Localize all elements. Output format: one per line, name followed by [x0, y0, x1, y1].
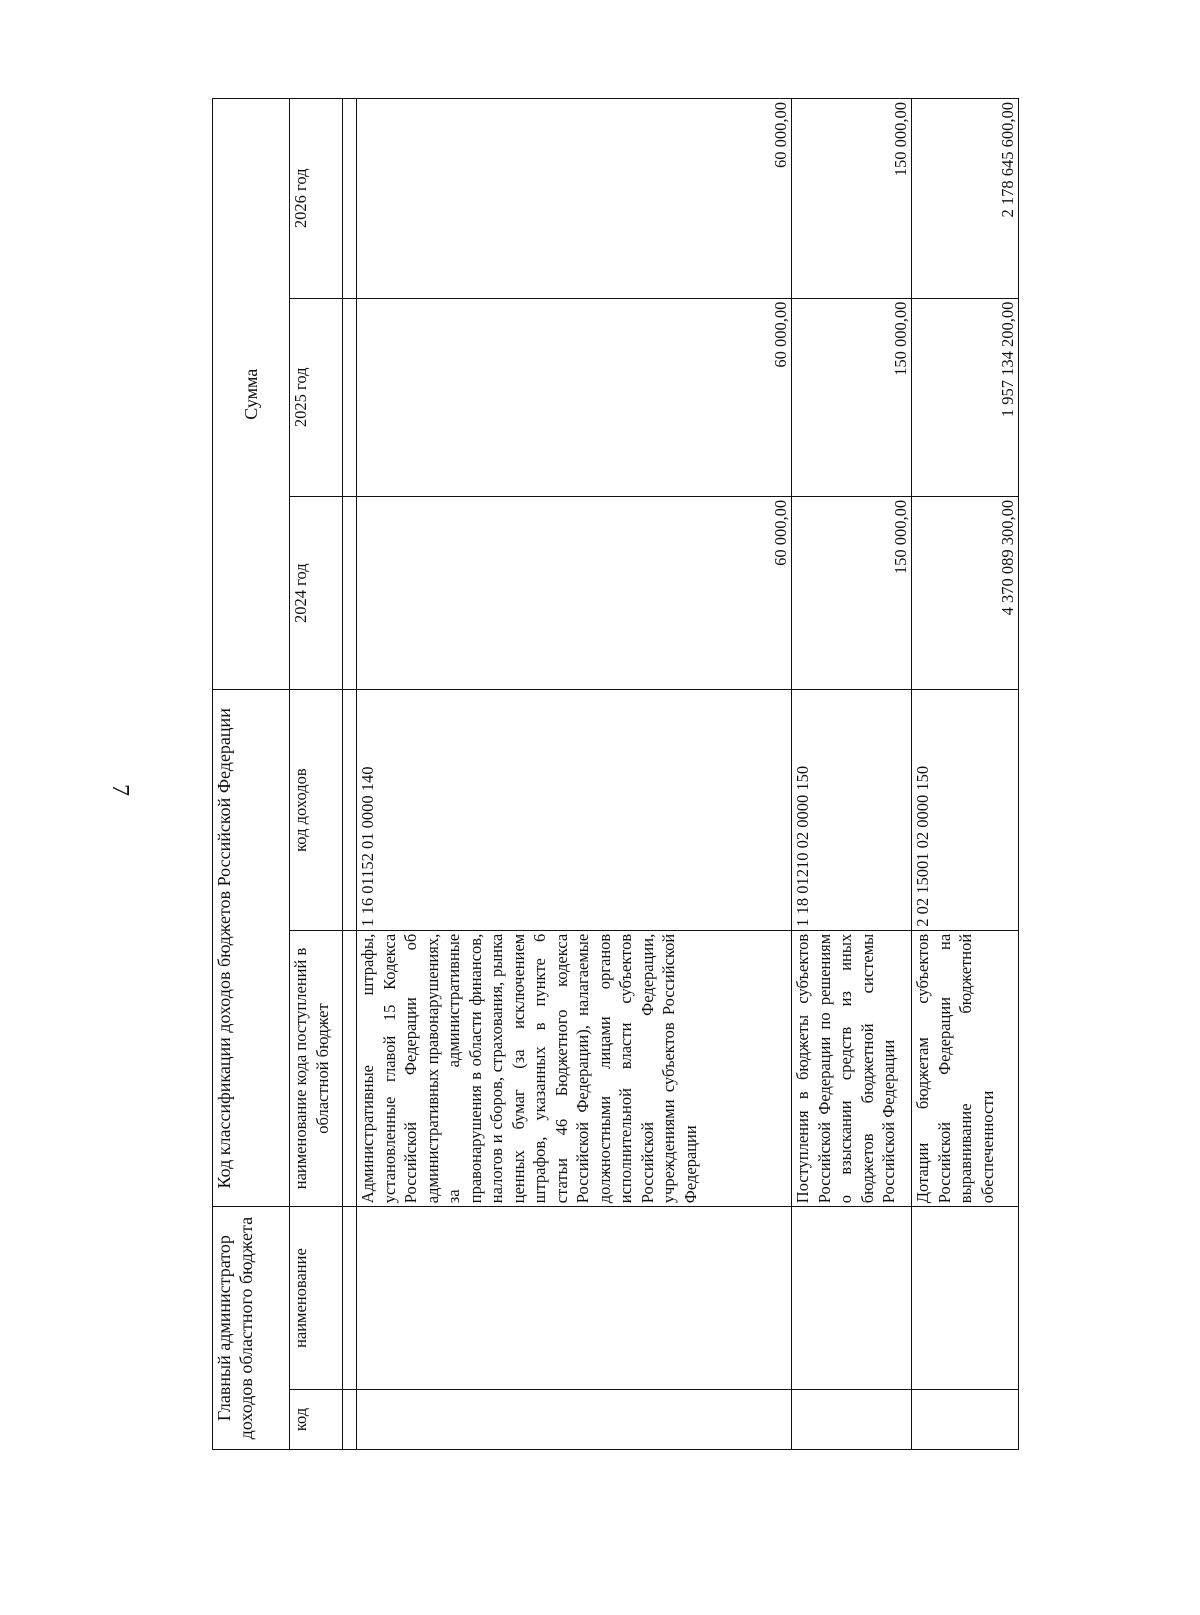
row-code [912, 1389, 1019, 1449]
row-admin-name [357, 1207, 792, 1390]
table-row [792, 99, 912, 1450]
row-2024: 60 000,00 [357, 496, 792, 690]
row-admin-name [792, 1207, 912, 1390]
rotated-table-frame [212, 98, 1018, 1450]
header-2024: 2024 год [290, 496, 343, 690]
blank-cell [343, 930, 357, 1206]
row-income-name: Дотации бюджетам субъектов Российской Федерации на выравнивание бюджетной обеспеченности [912, 930, 1019, 1206]
row-income-code: 1 16 01152 01 0000 140 [357, 690, 792, 930]
row-2026: 150 000,00 [792, 99, 912, 299]
row-2025: 60 000,00 [357, 298, 792, 496]
row-code [792, 1389, 912, 1449]
row-income-code: 2 02 15001 02 0000 150 [912, 690, 1019, 930]
row-2025: 150 000,00 [792, 298, 912, 496]
header-admin-group: Главный администратор доходов областного бюджета [213, 1207, 290, 1450]
header-income-code: код доходов [290, 690, 343, 930]
row-2024: 150 000,00 [792, 496, 912, 690]
header-2025: 2025 год [290, 298, 343, 496]
row-2026: 60 000,00 [357, 99, 792, 299]
header-2026: 2026 год [290, 99, 343, 299]
blank-cell [343, 298, 357, 496]
revenue-table [212, 98, 1019, 1450]
row-2026: 2 178 645 600,00 [912, 99, 1019, 299]
blank-cell [343, 1389, 357, 1449]
header-name: наименование [290, 1207, 343, 1390]
row-2024: 4 370 089 300,00 [912, 496, 1019, 690]
table-row [343, 99, 357, 1450]
header-code: код [290, 1389, 343, 1449]
row-admin-name [912, 1207, 1019, 1390]
row-2025: 1 957 134 200,00 [912, 298, 1019, 496]
header-row-1 [213, 99, 290, 1450]
blank-cell [343, 99, 357, 299]
header-classification-group: Код классификации доходов бюджетов Российской Федерации [213, 690, 290, 1207]
header-sum-group: Сумма [213, 99, 290, 690]
row-income-name: Поступления в бюджеты субъектов Российской Федерации по решениям о взыскании средств из иных бюджетов бюджетной системы Российской Федерации [792, 930, 912, 1206]
table-row [912, 99, 1019, 1450]
blank-cell [343, 690, 357, 930]
row-income-name: Административные штрафы, установленные главой 15 Кодекса Российской Федерации об административных правонарушениях, за административные правонарушения в области финансов, налогов и сборов, страхования, рынка ценных бумаг (за исключением штрафов, указанных в пункте 6 статьи 46 Бюджетного кодекса Российской Федерации), налагаемые должностными лицами органов исполнительной власти субъектов Российской Федерации, учреждениями субъектов Российской Федерации [357, 930, 792, 1206]
header-row-2 [290, 99, 343, 1450]
table-row [357, 99, 792, 1450]
blank-cell [343, 1207, 357, 1390]
row-income-code: 1 18 01210 02 0000 150 [792, 690, 912, 930]
header-income-name: наименование кода поступлений в областной бюджет [290, 930, 343, 1206]
blank-cell [343, 496, 357, 690]
row-code [357, 1389, 792, 1449]
page-number: 7 [107, 784, 133, 796]
